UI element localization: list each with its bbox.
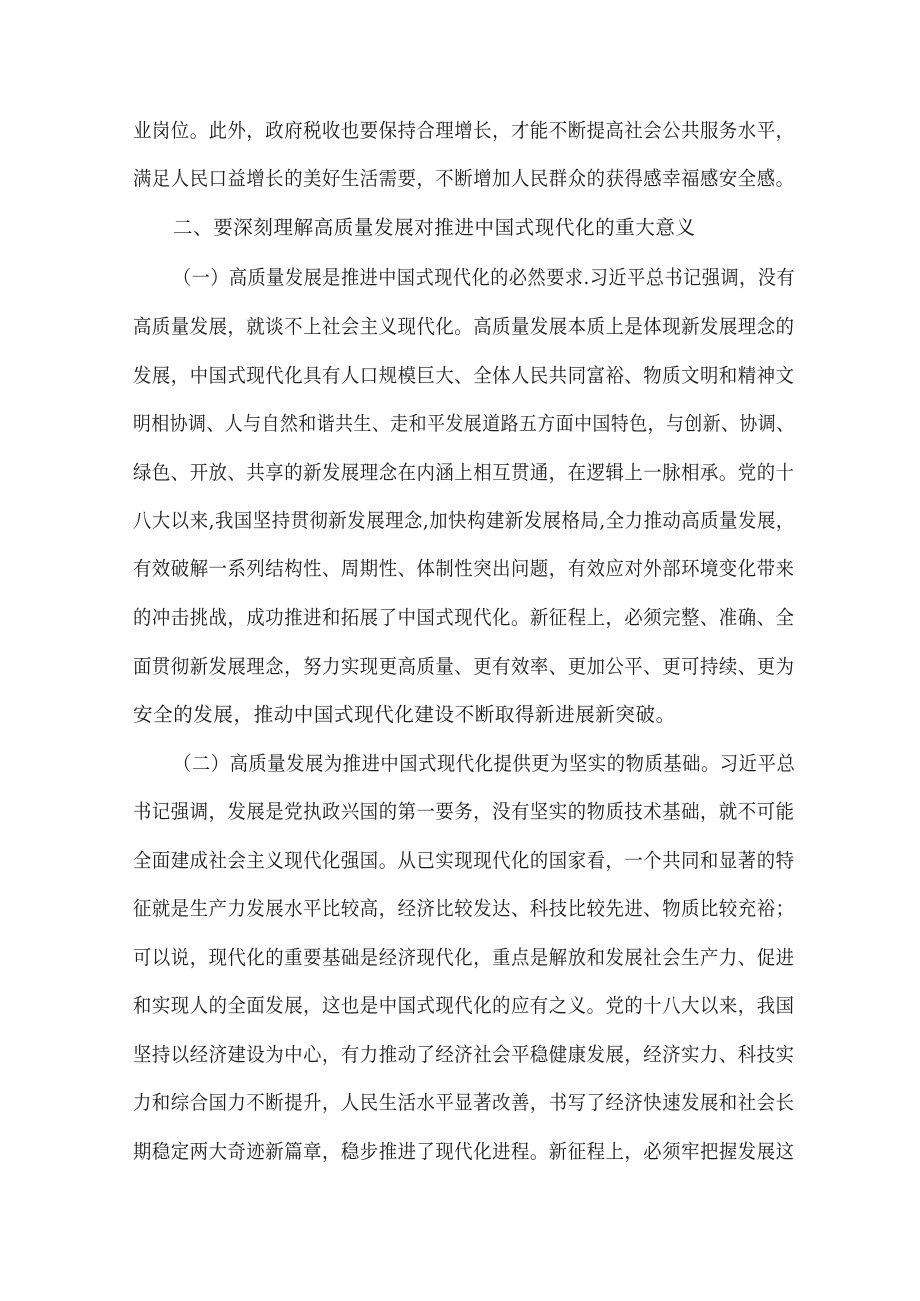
text-line: 和实现人的全面发展，这也是中国式现代化的应有之义。党的十八大以来，我国: [133, 994, 795, 1017]
text-line: 业岗位。此外，政府税收也要保持合理增长，才能不断提高社会公共服务水平，: [133, 119, 795, 142]
text-line: 有效破解一系列结构性、周期性、体制性突出问题，有效应对外部环境变化带来: [133, 557, 795, 580]
text-line: 面贯彻新发展理念，努力实现更高质量、更有效率、更加公平、更可持续、更为: [133, 655, 795, 678]
text-line: 可以说，现代化的重要基础是经济现代化，重点是解放和发展社会生产力、促进: [133, 946, 795, 969]
text-line: 征就是生产力发展水平比较高，经济比较发达、科技比较先进、物质比较充裕；: [133, 897, 795, 920]
text-line: 坚持以经济建设为中心，有力推动了经济社会平稳健康发展，经济实力、科技实: [133, 1043, 795, 1066]
text-line: 全面建成社会主义现代化强国。从已实现现代化的国家看，一个共同和显著的特: [133, 849, 795, 872]
text-line: 力和综合国力不断提升，人民生活水平显著改善，书写了经济快速发展和社会长: [133, 1091, 795, 1114]
text-line: 满足人民口益增长的美好生活需要，不断增加人民群众的获得感幸福感安全感。: [133, 167, 795, 190]
text-line: 发展，中国式现代化具有人口规模巨大、全体人民共同富裕、物质文明和精神文: [133, 364, 795, 387]
text-line: 高质量发展，就谈不上社会主义现代化。高质量发展本质上是体现新发展理念的: [133, 315, 795, 338]
text-line: 期稳定两大奇迹新篇章，稳步推进了现代化进程。新征程上，必须牢把握发展这: [133, 1140, 795, 1163]
paragraph-first-line: （二）高质量发展为推进中国式现代化提供更为坚实的物质基础。习近平总: [173, 752, 796, 775]
paragraph-first-line: （一）高质量发展是推进中国式现代化的必然要求.习近平总书记强调，没有: [173, 266, 796, 289]
text-line: 明相协调、人与自然和谐共生、走和平发展道路五方面中国特色，与创新、协调、: [133, 412, 795, 435]
text-line: 的冲击挑战，成功推进和拓展了中国式现代化。新征程上，必须完整、准确、全: [133, 606, 795, 629]
text-line: 书记强调，发展是党执政兴国的第一要务，没有坚实的物质技术基础，就不可能: [133, 800, 795, 823]
text-line: 八大以来,我国坚持贯彻新发展理念,加快构建新发展格局,全力推动高质量发展，: [133, 509, 795, 532]
section-heading: 二、要深刻理解高质量发展对推进中国式现代化的重大意义: [173, 216, 696, 239]
text-line: 绿色、开放、共享的新发展理念在内涵上相互贯通，在逻辑上一脉相承。党的十: [133, 461, 795, 484]
text-line: 安全的发展，推动中国式现代化建设不断取得新进展新突破。: [133, 703, 676, 726]
